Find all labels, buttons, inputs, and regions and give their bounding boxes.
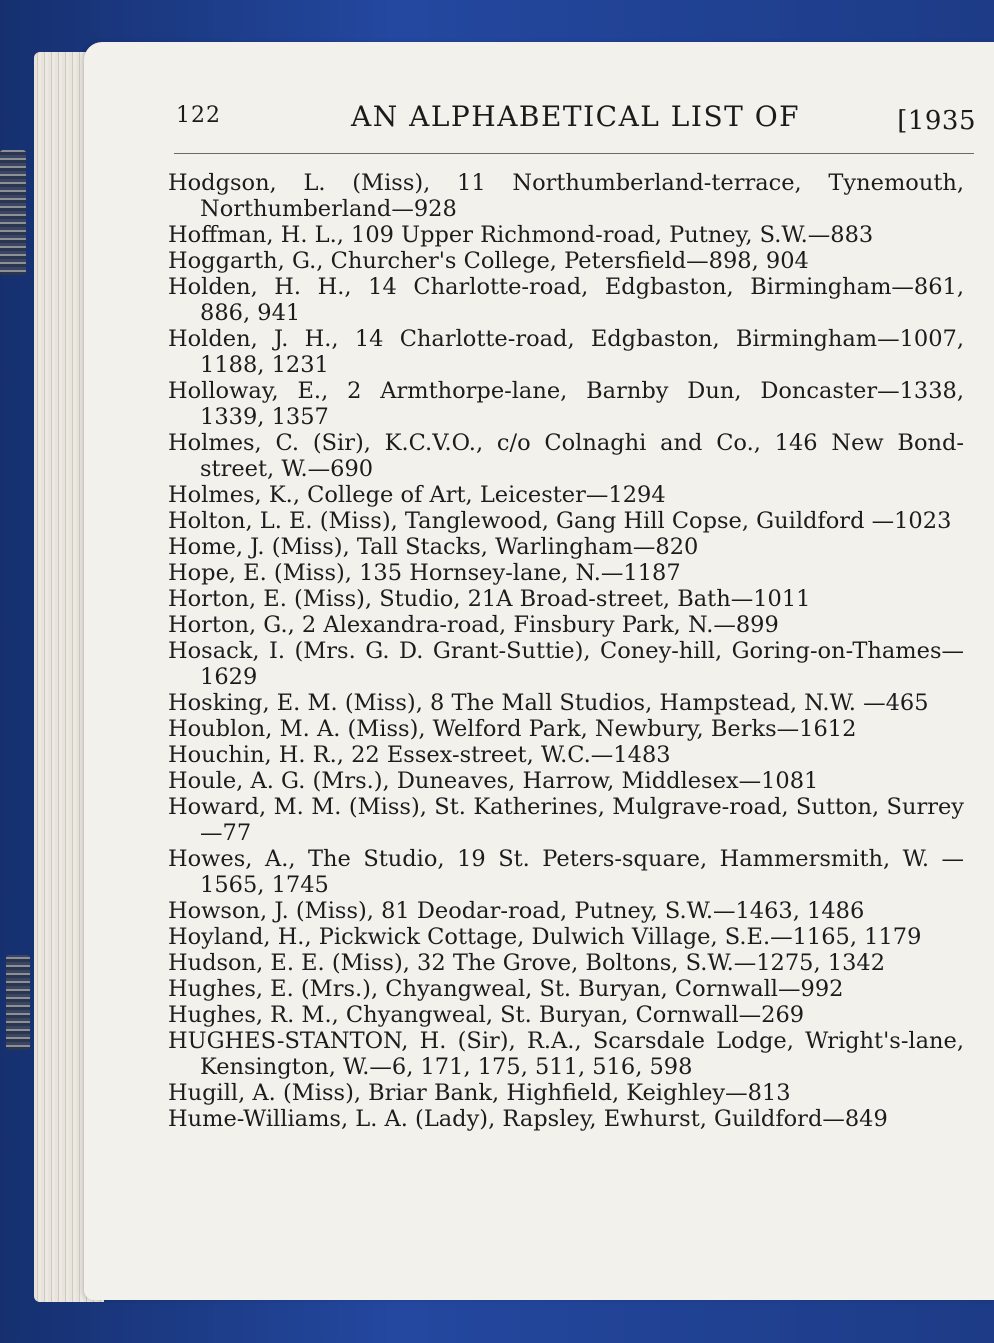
torn-hinge-bottom [6,955,30,1050]
header-rule [174,153,974,154]
list-entry: HUGHES-STANTON, H. (Sir), R.A., Scarsdale Lodge, Wright's-lane, Kensington, W.—6, 171, 175, 511, 516, 598 [168,1028,964,1080]
list-entry: Holton, L. E. (Miss), Tanglewood, Gang Hill Copse, Guildford —1023 [168,508,952,534]
list-entry: Holden, H. H., 14 Charlotte-road, Edgbaston, Birmingham—861, 886, 941 [168,274,964,326]
page-header [176,100,976,140]
list-entry: Holmes, K., College of Art, Leicester—1294 [168,482,666,508]
list-entry: Holden, J. H., 14 Charlotte-road, Edgbaston, Birmingham—1007, 1188, 1231 [168,326,964,378]
list-entry: Hoyland, H., Pickwick Cottage, Dulwich Village, S.E.—1165, 1179 [168,924,922,950]
list-entry: Hoffman, H. L., 109 Upper Richmond-road, Putney, S.W.—883 [168,222,874,248]
page-number: 122 [176,103,221,128]
list-entry: Horton, G., 2 Alexandra-road, Finsbury Park, N.—899 [168,612,779,638]
list-entry: Hoggarth, G., Churcher's College, Petersfield—898, 904 [168,248,809,274]
list-entry: Holmes, C. (Sir), K.C.V.O., c/o Colnaghi and Co., 146 New Bond-street, W.—690 [168,430,964,482]
year-label: [1935 [897,106,976,136]
list-entry: Hodgson, L. (Miss), 11 Northumberland-terrace, Tynemouth, Northumberland—928 [168,170,964,222]
list-entry: Howson, J. (Miss), 81 Deodar-road, Putney, S.W.—1463, 1486 [168,898,865,924]
list-entry: Hudson, E. E. (Miss), 32 The Grove, Boltons, S.W.—1275, 1342 [168,950,886,976]
running-title: AN ALPHABETICAL LIST OF [351,100,801,133]
list-entry: Houle, A. G. (Mrs.), Duneaves, Harrow, Middlesex—1081 [168,768,819,794]
list-entry: Hughes, R. M., Chyangweal, St. Buryan, Cornwall—269 [168,1002,805,1028]
list-entry: Holloway, E., 2 Armthorpe-lane, Barnby Dun, Doncaster—1338, 1339, 1357 [168,378,964,430]
list-entry: Hosking, E. M. (Miss), 8 The Mall Studios, Hampstead, N.W. —465 [168,690,929,716]
torn-hinge-top [0,150,26,275]
list-entry: Hope, E. (Miss), 135 Hornsey-lane, N.—1187 [168,560,681,586]
list-entry: Houchin, H. R., 22 Essex-street, W.C.—1483 [168,742,671,768]
list-entry: Home, J. (Miss), Tall Stacks, Warlingham—820 [168,534,699,560]
entry-list [168,170,964,1132]
list-entry: Hughes, E. (Mrs.), Chyangweal, St. Buryan, Cornwall—992 [168,976,844,1002]
list-entry: Hume-Williams, L. A. (Lady), Rapsley, Ewhurst, Guildford—849 [168,1106,888,1132]
list-entry: Horton, E. (Miss), Studio, 21A Broad-street, Bath—1011 [168,586,811,612]
list-entry: Howard, M. M. (Miss), St. Katherines, Mulgrave-road, Sutton, Surrey—77 [168,794,964,846]
list-entry: Hosack, I. (Mrs. G. D. Grant-Suttie), Coney-hill, Goring-on-Thames—1629 [168,638,964,690]
list-entry: Houblon, M. A. (Miss), Welford Park, Newbury, Berks—1612 [168,716,857,742]
list-entry: Howes, A., The Studio, 19 St. Peters-square, Hammersmith, W. —1565, 1745 [168,846,964,898]
list-entry: Hugill, A. (Miss), Briar Bank, Highfield, Keighley—813 [168,1080,791,1106]
